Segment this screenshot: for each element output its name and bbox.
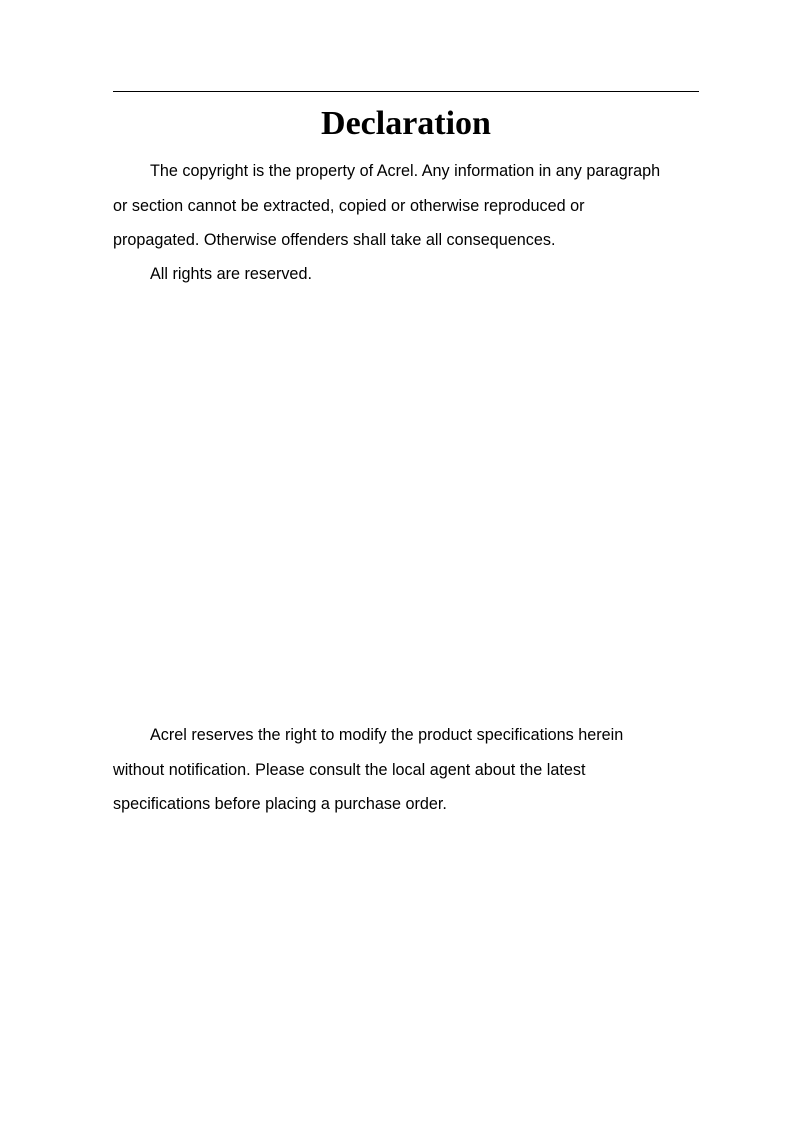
- specifications-paragraph: [113, 718, 699, 822]
- rights-paragraph: [113, 257, 699, 292]
- copyright-line-3: propagated. Otherwise offenders shall take all consequences.: [113, 231, 556, 249]
- copyright-line-2: or section cannot be extracted, copied or otherwise reproduced or: [113, 196, 585, 215]
- page-title: Declaration: [321, 105, 491, 142]
- specs-line-3: specifications before placing a purchase order.: [113, 795, 447, 813]
- copyright-line-1: The copyright is the property of Acrel. Any information in any paragraph: [150, 162, 661, 180]
- copyright-paragraph: [113, 154, 699, 258]
- specs-line-2: without notification. Please consult the local agent about the latest: [113, 760, 586, 779]
- specs-line-1: Acrel reserves the right to modify the product specifications herein: [150, 726, 624, 744]
- header-rule: [113, 91, 699, 92]
- rights-line: All rights are reserved.: [150, 265, 312, 283]
